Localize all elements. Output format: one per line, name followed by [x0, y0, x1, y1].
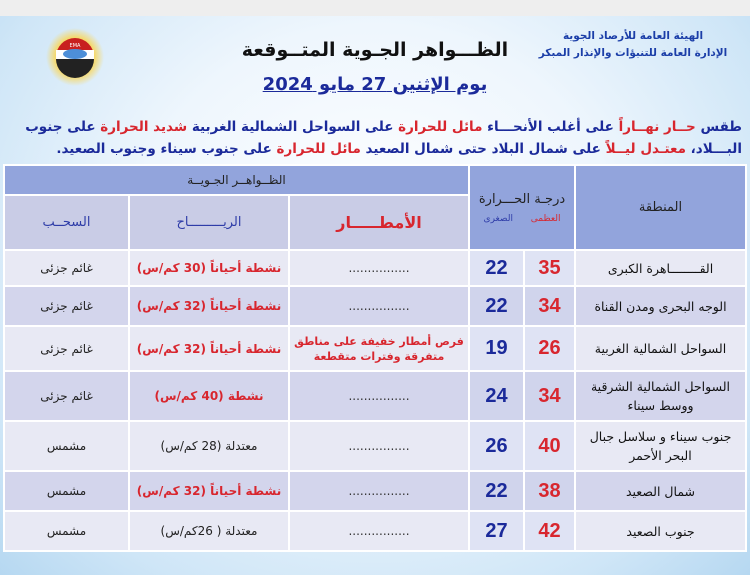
max-temp-cell: 38: [524, 471, 575, 511]
page-title: الظـــواهر الجـوية المتــوقعة: [241, 39, 509, 61]
min-temp-cell: 27: [469, 511, 524, 551]
rain-cell: ................: [289, 286, 469, 326]
organization-name: [538, 28, 728, 62]
rain-cell: فرص أمطار خفيفة على مناطق متفرقة وفترات متقطعة: [289, 326, 469, 371]
region-cell: الوجه البحرى ومدن القناة: [575, 286, 746, 326]
max-temp-cell: 40: [524, 421, 575, 471]
clouds-cell: غائم جزئى: [4, 286, 129, 326]
min-temp-cell: 24: [469, 371, 524, 421]
wind-cell: نشطة (40 كم/س): [129, 371, 289, 421]
summary-highlight: حــار نهــاراً: [618, 119, 696, 135]
clouds-cell: غائم جزئى: [4, 371, 129, 421]
summary-highlight: شديد الحرارة: [100, 119, 188, 135]
table-row: [4, 421, 746, 471]
header-rain: الأمطـــــار: [289, 195, 469, 250]
summary-text: على جنوب سيناء وجنوب الصعيد.: [56, 141, 277, 157]
header-wind: الريـــــــــاح: [129, 195, 289, 250]
clouds-cell: مشمس: [4, 421, 129, 471]
header-temperature-label: درجـة الحـــرارة: [478, 191, 566, 207]
header-phenomena: الظــواهــر الجـويــة: [4, 165, 469, 195]
max-temp-cell: 42: [524, 511, 575, 551]
rain-cell: ................: [289, 511, 469, 551]
min-temp-cell: 22: [469, 471, 524, 511]
region-cell: جنوب الصعيد: [575, 511, 746, 551]
clouds-cell: غائم جزئى: [4, 326, 129, 371]
top-bar: [0, 0, 750, 16]
min-temp-cell: 22: [469, 286, 524, 326]
region-cell: السواحل الشمالية الشرقية ووسط سيناء: [575, 371, 746, 421]
wind-cell: معتدلة (28 كم/س): [129, 421, 289, 471]
table-row: [4, 471, 746, 511]
rain-cell: ................: [289, 371, 469, 421]
min-temp-cell: 19: [469, 326, 524, 371]
ema-logo: [40, 28, 110, 86]
org-line-2: الإدارة العامة للتنبؤات والإنذار المبكر: [538, 47, 728, 59]
summary-text: على جنوب البـــلاد،: [25, 119, 742, 157]
rain-cell: ................: [289, 421, 469, 471]
summary-highlight: مائل للحرارة: [276, 141, 361, 157]
clouds-cell: مشمس: [4, 471, 129, 511]
wind-cell: نشطة أحياناً (32 كم/س): [129, 326, 289, 371]
rain-cell: ................: [289, 471, 469, 511]
table-row: [4, 326, 746, 371]
org-line-1: الهيئة العامة للأرصاد الجوية: [562, 30, 704, 42]
summary-text: على شمال البلاد حتى شمال الصعيد: [360, 141, 606, 157]
table-row: [4, 371, 746, 421]
max-temp-cell: 34: [524, 371, 575, 421]
weather-summary: [8, 116, 742, 160]
header-max: العظمى: [530, 213, 561, 224]
max-temp-cell: 34: [524, 286, 575, 326]
clouds-cell: مشمس: [4, 511, 129, 551]
forecast-table: [3, 164, 747, 552]
forecast-date: يوم الإثنين 27 مايو 2024: [262, 74, 488, 95]
rain-cell: ................: [289, 250, 469, 286]
summary-highlight: مائل للحرارة: [398, 119, 483, 135]
max-temp-cell: 35: [524, 250, 575, 286]
region-cell: القــــــــاهرة الكبرى: [575, 250, 746, 286]
summary-text: على السواحل الشمالية الغربية: [187, 119, 399, 135]
header-clouds: السحــب: [4, 195, 129, 250]
region-cell: السواحل الشمالية الغربية: [575, 326, 746, 371]
wind-cell: نشطة أحياناً (32 كم/س): [129, 286, 289, 326]
header-min: الصغرى: [483, 213, 513, 224]
table-row: [4, 250, 746, 286]
region-cell: شمال الصعيد: [575, 471, 746, 511]
region-cell: جنوب سيناء و سلاسل جبال البحر الأحمر: [575, 421, 746, 471]
min-temp-cell: 22: [469, 250, 524, 286]
summary-highlight: معتـدل ليــلاً: [605, 141, 686, 157]
min-temp-cell: 26: [469, 421, 524, 471]
header-temperature: [469, 165, 575, 250]
table-row: [4, 511, 746, 551]
wind-cell: معتدلة ( 26كم/س): [129, 511, 289, 551]
summary-text: على أغلب الأنحـــاء: [482, 119, 619, 135]
wind-cell: نشطة أحياناً (30 كم/س): [129, 250, 289, 286]
summary-text: طقس: [695, 119, 742, 135]
header-region: المنطقة: [575, 165, 746, 250]
wind-cell: نشطة أحياناً (32 كم/س): [129, 471, 289, 511]
logo-text: EMA: [69, 43, 81, 49]
max-temp-cell: 26: [524, 326, 575, 371]
clouds-cell: غائم جزئى: [4, 250, 129, 286]
table-row: [4, 286, 746, 326]
